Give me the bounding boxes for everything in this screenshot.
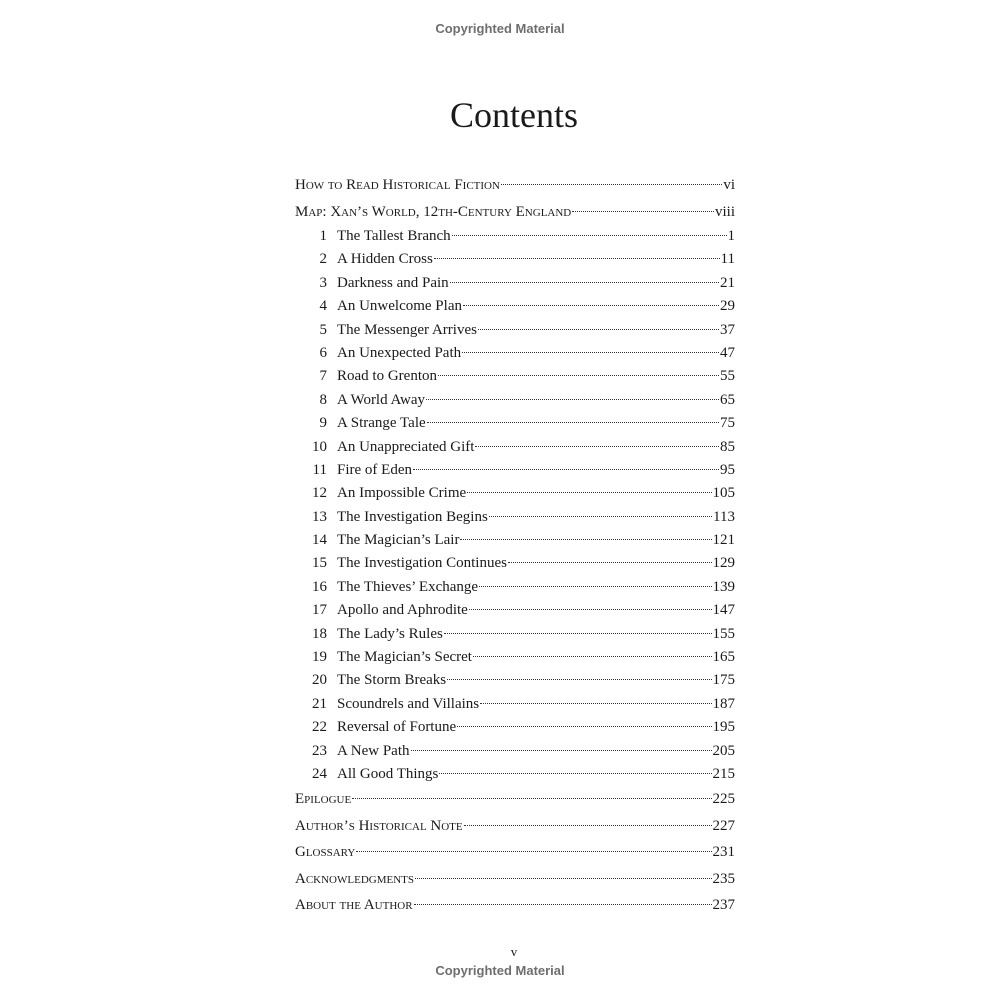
copyright-footer: Copyrighted Material — [435, 963, 565, 978]
toc-entry-label: The Storm Breaks — [337, 672, 447, 689]
toc-entry-page: 113 — [713, 508, 735, 525]
toc-entry-label: A New Path — [337, 742, 410, 759]
toc-entry-label: Scoundrels and Villains — [337, 695, 480, 712]
toc-entry-page: 105 — [712, 485, 735, 502]
toc-entry-page: 129 — [712, 555, 735, 572]
toc-chapter-number: 23 — [312, 742, 327, 759]
toc-entry-page: 21 — [720, 274, 735, 291]
toc-entry-page: 29 — [720, 298, 735, 315]
toc-chapter-number: 15 — [312, 555, 327, 572]
toc-chapter-number: 6 — [319, 344, 327, 361]
dot-leader — [480, 703, 711, 704]
toc-chapter-number: 19 — [312, 649, 327, 666]
toc-chapter-number: 21 — [312, 695, 327, 712]
toc-chapter-3 — [295, 272, 735, 295]
dot-leader — [411, 750, 712, 751]
copyright-header: Copyrighted Material — [435, 21, 565, 36]
toc-entry-front-1 — [295, 172, 735, 199]
toc-entry-label: An Unexpected Path — [337, 344, 462, 361]
dot-leader — [479, 586, 711, 587]
toc-entry-page: 237 — [712, 897, 735, 914]
toc-entry-page: vi — [723, 177, 735, 193]
dot-leader — [447, 679, 711, 680]
toc-chapter-14 — [295, 529, 735, 552]
dot-leader — [467, 492, 711, 493]
dot-leader — [438, 375, 719, 376]
toc-entry-label: An Unappreciated Gift — [337, 438, 475, 455]
toc-entry-label: All Good Things — [337, 765, 439, 782]
toc-entry-label: A Hidden Cross — [337, 251, 433, 268]
toc-chapter-number: 3 — [319, 274, 327, 291]
toc-chapter-number: 7 — [319, 368, 327, 385]
toc-entry-label: Map: Xan’s World, 12th-Century England — [295, 203, 572, 220]
dot-leader — [460, 539, 711, 540]
toc-chapter-number: 24 — [312, 765, 327, 782]
toc-entry-label: A World Away — [337, 391, 425, 408]
toc-entry-page: 225 — [712, 791, 735, 808]
toc-entry-page: 121 — [712, 532, 735, 549]
toc-chapter-number: 12 — [312, 485, 327, 502]
toc-chapter-19 — [295, 646, 735, 669]
toc-entry-page: 195 — [712, 719, 735, 736]
toc-chapter-17 — [295, 599, 735, 622]
toc-chapter-1 — [295, 225, 735, 248]
toc-chapter-number: 10 — [312, 438, 327, 455]
dot-leader — [457, 726, 711, 727]
toc-entry-label: Reversal of Fortune — [337, 719, 457, 736]
dot-leader — [489, 516, 712, 517]
toc-chapter-24 — [295, 763, 735, 786]
toc-entry-label: Fire of Eden — [337, 461, 412, 478]
toc-entry-label: How to Read Historical Fiction — [295, 177, 500, 193]
toc-chapter-8 — [295, 389, 735, 412]
toc-chapter-16 — [295, 576, 735, 599]
toc-entry-back-1 — [295, 786, 735, 813]
toc-chapter-number: 13 — [312, 508, 327, 525]
dot-leader — [427, 422, 719, 423]
toc-chapter-20 — [295, 669, 735, 692]
toc-entry-page: 155 — [712, 625, 735, 642]
toc-entry-label: The Investigation Begins — [337, 508, 488, 525]
dot-leader — [473, 656, 712, 657]
toc-chapter-number: 11 — [312, 461, 327, 478]
dot-leader — [434, 258, 720, 259]
dot-leader — [356, 851, 711, 852]
dot-leader — [452, 235, 727, 236]
toc-entry-page: 1 — [727, 228, 735, 244]
toc-chapter-13 — [295, 506, 735, 529]
toc-entry-page: 65 — [720, 391, 735, 408]
toc-entry-label: Apollo and Aphrodite — [337, 602, 468, 619]
dot-leader — [352, 798, 711, 799]
dot-leader — [463, 305, 719, 306]
toc-entry-label: The Magician’s Secret — [337, 649, 472, 666]
toc-entry-label: The Investigation Continues — [337, 555, 507, 572]
toc-chapter-6 — [295, 342, 735, 365]
toc-chapter-4 — [295, 295, 735, 318]
dot-leader — [572, 211, 714, 212]
toc-entry-page: 235 — [712, 870, 735, 887]
toc-chapter-5 — [295, 319, 735, 342]
toc-chapter-number: 18 — [312, 625, 327, 642]
toc-entry-page: 227 — [712, 817, 735, 834]
toc-entry-label: About the Author — [295, 897, 413, 914]
toc-entry-label: Epilogue — [295, 791, 352, 808]
toc-chapter-15 — [295, 552, 735, 575]
toc-entry-page: 95 — [720, 461, 735, 478]
toc-entry-label: The Thieves’ Exchange — [337, 578, 479, 595]
toc-entry-page: 55 — [720, 368, 735, 385]
toc-entry-page: 205 — [712, 742, 735, 759]
toc-entry-front-2 — [295, 199, 735, 226]
toc-entry-back-3 — [295, 839, 735, 866]
toc-chapter-9 — [295, 412, 735, 435]
toc-entry-label: The Tallest Branch — [337, 228, 451, 244]
dot-leader — [414, 904, 712, 905]
toc-entry-label: Road to Grenton — [337, 368, 437, 385]
toc-entry-label: An Impossible Crime — [337, 485, 467, 502]
toc-chapter-number: 16 — [312, 578, 327, 595]
dot-leader — [462, 352, 719, 353]
toc-chapter-number: 20 — [312, 672, 327, 689]
toc-entry-label: Glossary — [295, 844, 356, 861]
table-of-contents — [295, 172, 735, 919]
dot-leader — [413, 469, 719, 470]
toc-chapter-2 — [295, 248, 735, 271]
toc-chapter-number: 1 — [319, 228, 327, 244]
toc-entry-page: 165 — [712, 649, 735, 666]
dot-leader — [426, 399, 719, 400]
toc-entry-back-4 — [295, 866, 735, 893]
toc-entry-page: 47 — [720, 344, 735, 361]
toc-chapter-21 — [295, 693, 735, 716]
dot-leader — [508, 562, 712, 563]
toc-chapter-22 — [295, 716, 735, 739]
dot-leader — [450, 282, 719, 283]
toc-entry-page: 85 — [720, 438, 735, 455]
dot-leader — [469, 609, 712, 610]
toc-entry-label: A Strange Tale — [337, 415, 426, 432]
page-title: Contents — [449, 95, 578, 135]
toc-entry-page: 175 — [712, 672, 735, 689]
toc-entry-label: The Lady’s Rules — [337, 625, 443, 642]
toc-entry-page: 215 — [712, 765, 735, 782]
toc-entry-back-2 — [295, 813, 735, 840]
dot-leader — [415, 878, 712, 879]
toc-chapter-number: 4 — [319, 298, 327, 315]
toc-chapter-12 — [295, 482, 735, 505]
toc-chapter-number: 14 — [312, 532, 327, 549]
toc-entry-back-5 — [295, 892, 735, 919]
toc-chapter-10 — [295, 436, 735, 459]
toc-chapter-11 — [295, 459, 735, 482]
dot-leader — [501, 184, 722, 185]
toc-entry-label: Darkness and Pain — [337, 274, 449, 291]
toc-entry-label: Acknowledgments — [295, 870, 414, 887]
toc-chapter-18 — [295, 623, 735, 646]
toc-entry-page: 11 — [720, 251, 735, 268]
toc-chapter-number: 22 — [312, 719, 327, 736]
toc-entry-label: The Messenger Arrives — [337, 321, 477, 338]
toc-chapter-23 — [295, 740, 735, 763]
toc-chapter-number: 5 — [319, 321, 327, 338]
toc-entry-label: An Unwelcome Plan — [337, 298, 462, 315]
dot-leader — [464, 825, 712, 826]
toc-entry-page: 231 — [712, 844, 735, 861]
toc-chapter-7 — [295, 365, 735, 388]
toc-entry-page: viii — [714, 203, 735, 220]
toc-entry-page: 147 — [712, 602, 735, 619]
toc-chapter-number: 9 — [319, 415, 327, 432]
toc-entry-page: 139 — [712, 578, 735, 595]
toc-entry-page: 37 — [720, 321, 735, 338]
toc-entry-label: The Magician’s Lair — [337, 532, 460, 549]
toc-entry-page: 75 — [720, 415, 735, 432]
dot-leader — [444, 633, 712, 634]
toc-chapter-number: 17 — [312, 602, 327, 619]
toc-chapter-number: 8 — [319, 391, 327, 408]
toc-entry-label: Author’s Historical Note — [295, 817, 463, 834]
dot-leader — [478, 329, 719, 330]
toc-chapter-number: 2 — [319, 251, 327, 268]
dot-leader — [475, 446, 719, 447]
page-folio: v — [510, 944, 518, 959]
toc-entry-page: 187 — [712, 695, 735, 712]
dot-leader — [439, 773, 711, 774]
